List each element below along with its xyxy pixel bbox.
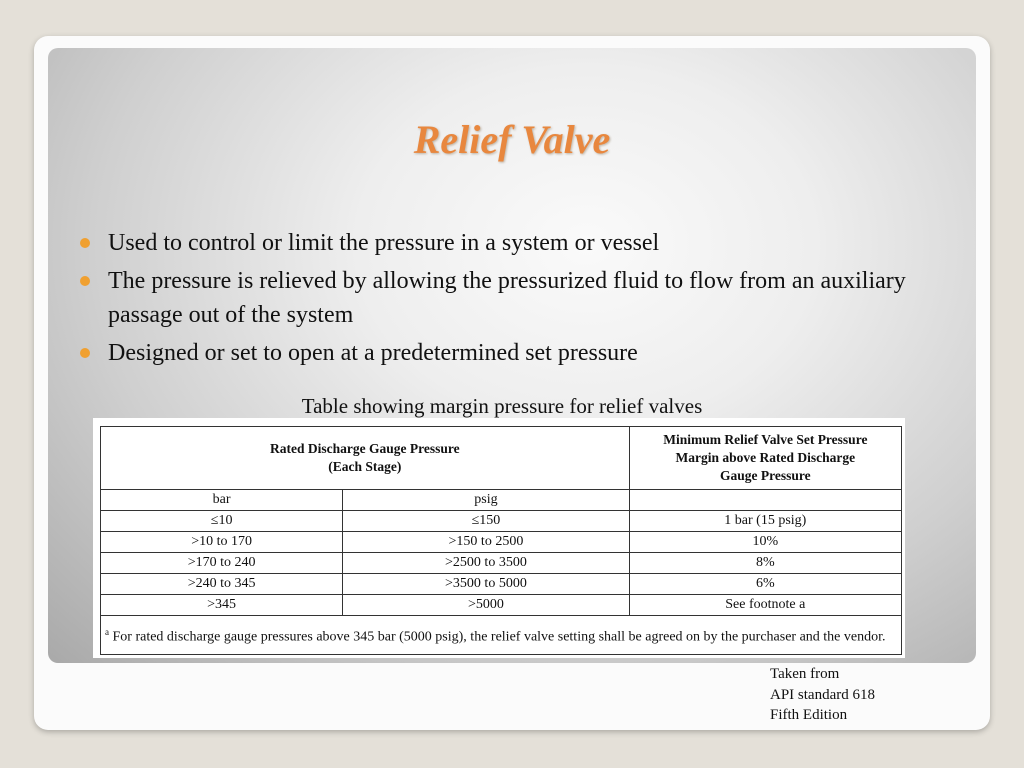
table-row — [101, 574, 902, 595]
header-right-line: Minimum Relief Valve Set Pressure — [663, 432, 868, 447]
table-caption: Table showing margin pressure for relief valves — [301, 394, 703, 418]
cell-margin: 8% — [629, 553, 901, 574]
source-line: Fifth Edition — [770, 707, 848, 723]
cell-psig: ≤150 — [343, 511, 629, 532]
cell-margin: 10% — [629, 532, 901, 553]
cell-bar: >10 to 170 — [101, 532, 343, 553]
table-row — [101, 595, 902, 616]
table-image — [93, 418, 905, 658]
bullet-item — [78, 336, 958, 370]
cell-margin: See footnote a — [629, 595, 901, 616]
bullet-text: Designed or set to open at a predetermined set pressure — [108, 340, 638, 366]
header-rated-pressure — [101, 427, 630, 490]
bullet-text: Used to control or limit the pressure in a system or vessel — [108, 230, 660, 256]
bullet-text: The pressure is relieved by allowing the pressurized fluid to flow from an auxiliary passage out of the system — [108, 268, 906, 328]
footnote-marker: a — [105, 627, 109, 638]
table-footnote-row — [101, 616, 902, 655]
bullet-list — [78, 226, 958, 374]
bullet-dot-icon — [80, 276, 90, 286]
cell-bar: >240 to 345 — [101, 574, 343, 595]
unit-bar: bar — [101, 490, 343, 511]
cell-psig: >3500 to 5000 — [343, 574, 629, 595]
bullet-dot-icon — [80, 238, 90, 248]
table-row — [101, 553, 902, 574]
footnote-text: For rated discharge gauge pressures above 345 bar (5000 psig), the relief valve setting shall be agreed on by the purchaser and the vendor. — [109, 629, 886, 645]
cell-bar: >170 to 240 — [101, 553, 343, 574]
table-row — [101, 532, 902, 553]
table-footnote — [101, 616, 902, 655]
bullet-dot-icon — [80, 348, 90, 358]
cell-psig: >2500 to 3500 — [343, 553, 629, 574]
cell-bar: ≤10 — [101, 511, 343, 532]
source-line: API standard 618 — [770, 686, 875, 703]
cell-margin: 6% — [629, 574, 901, 595]
cell-psig: >150 to 2500 — [343, 532, 629, 553]
table-row — [101, 511, 902, 532]
cell-margin: 1 bar (15 psig) — [629, 511, 901, 532]
header-right-line: Gauge Pressure — [720, 468, 811, 483]
header-right-line: Margin above Rated Discharge — [675, 450, 856, 465]
source-line: Taken from — [770, 666, 840, 682]
bullet-item — [78, 226, 958, 260]
table-header-row — [101, 427, 902, 490]
cell-bar: >345 — [101, 595, 343, 616]
cell-psig: >5000 — [343, 595, 629, 616]
header-left-line: Rated Discharge Gauge Pressure — [270, 441, 460, 456]
header-minimum-margin — [629, 427, 901, 490]
margin-pressure-table — [100, 426, 902, 655]
unit-psig: psig — [343, 490, 629, 511]
table-unit-row — [101, 490, 902, 511]
header-left-line: (Each Stage) — [328, 459, 402, 474]
slide-title: Relief Valve — [413, 117, 611, 162]
bullet-item — [78, 264, 958, 332]
unit-empty — [629, 490, 901, 511]
source-citation — [770, 664, 875, 726]
